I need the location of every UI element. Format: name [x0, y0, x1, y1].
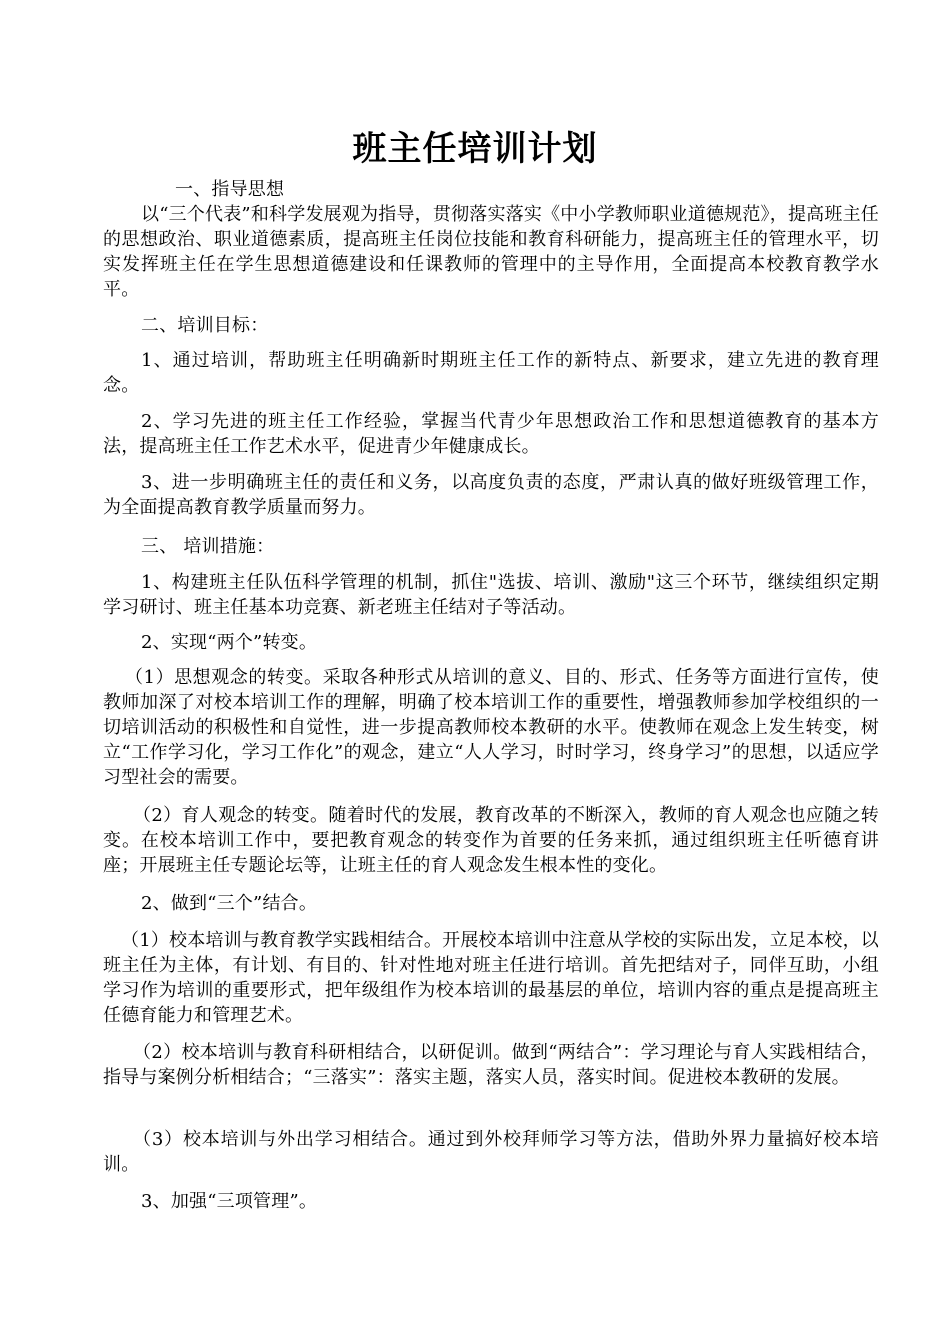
section-3-item-3-sub-1: [103, 928, 879, 1028]
section-1: [103, 177, 879, 202]
paragraph: （2）校本培训与教育科研相结合，以研促训。做到“两结合”：学习理论与育人实践相结合，指导与案例分析相结合；“三落实”：落实主题，落实人员，落实时间。促进校本教研的发展。: [103, 1042, 879, 1088]
section-3: [103, 534, 879, 559]
paragraph: （2）育人观念的转变。随着时代的发展，教育改革的不断深入，教师的育人观念也应随之转变。在校本培训工作中，要把教育观念的转变作为首要的任务来抓，通过组织班主任听德育讲座；开展班主任专题论坛等，让班主任的育人观念发生根本性的变化。: [103, 805, 879, 876]
section-2-item-2: [103, 409, 879, 459]
section-3-item-3-sub-2: [103, 1040, 879, 1090]
paragraph: 以“三个代表”和科学发展观为指导，贯彻落实落实《中小学教师职业道德规范》，提高班主任的思想政治、职业道德素质，提高班主任岗位技能和教育科研能力，提高班主任的管理水平，切实发挥班主任在学生思想道德建设和任课教师的管理中的主导作用，全面提高本校教育教学水平。: [103, 204, 879, 300]
paragraph: 2、学习先进的班主任工作经验，掌握当代青少年思想政治工作和思想道德教育的基本方法，提高班主任工作艺术水平，促进青少年健康成长。: [103, 411, 879, 457]
section-3-item-4: [103, 1189, 879, 1214]
section-3-item-3-sub-3: [103, 1127, 879, 1177]
section-heading: 一、指导思想: [175, 179, 285, 200]
section-2-item-3: [103, 470, 879, 520]
paragraph: 2、实现“两个”转变。: [141, 632, 318, 653]
section-heading: 三、 培训措施：: [141, 536, 275, 557]
section-3-item-1: [103, 570, 879, 620]
paragraph: 3、加强“三项管理”。: [141, 1191, 318, 1212]
section-heading: 二、培训目标：: [141, 315, 269, 336]
section-3-item-3: [103, 891, 879, 916]
paragraph: （1）校本培训与教育教学实践相结合。开展校本培训中注意从学校的实际出发，立足本校，以班主任为主体，有计划、有目的、针对性地对班主任进行培训。首先把结对子，同伴互助，小组学习作为培训的重要形式，把年级组作为校本培训的最基层的单位，培训内容的重点是提高班主任德育能力和管理艺术。: [103, 930, 879, 1026]
paragraph: （3）校本培训与外出学习相结合。通过到外校拜师学习等方法，借助外界力量搞好校本培训。: [103, 1129, 879, 1175]
section-3-item-2-sub-2: [103, 803, 879, 878]
page-title: 班主任培训计划: [352, 129, 598, 169]
paragraph: 1、通过培训，帮助班主任明确新时期班主任工作的新特点、新要求，建立先进的教育理念。: [103, 350, 879, 396]
section-3-item-2-sub-1: [103, 665, 879, 790]
paragraph: （1）思想观念的转变。采取各种形式从培训的意义、目的、形式、任务等方面进行宣传，使教师加深了对校本培训工作的理解，明确了校本培训工作的重要性，增强教师参加学校组织的一切培训活动的积极性和自觉性，进一步提高教师校本教研的水平。使教师在观念上发生转变，树立“工作学习化，学习工作化”的观念，建立“人人学习，时时学习，终身学习”的思想，以适应学习型社会的需要。: [103, 667, 879, 788]
paragraph: 1、构建班主任队伍科学管理的机制，抓住"选拔、培训、激励"这三个环节，继续组织定期学习研讨、班主任基本功竞赛、新老班主任结对子等活动。: [103, 572, 879, 618]
section-1-body: [103, 202, 879, 302]
paragraph: 2、做到“三个”结合。: [141, 893, 318, 914]
section-3-item-2: [103, 630, 879, 655]
section-2-item-1: [103, 348, 879, 398]
paragraph: 3、进一步明确班主任的责任和义务，以高度负责的态度，严肃认真的做好班级管理工作，为全面提高教育教学质量而努力。: [103, 472, 879, 518]
section-2: [103, 313, 879, 338]
